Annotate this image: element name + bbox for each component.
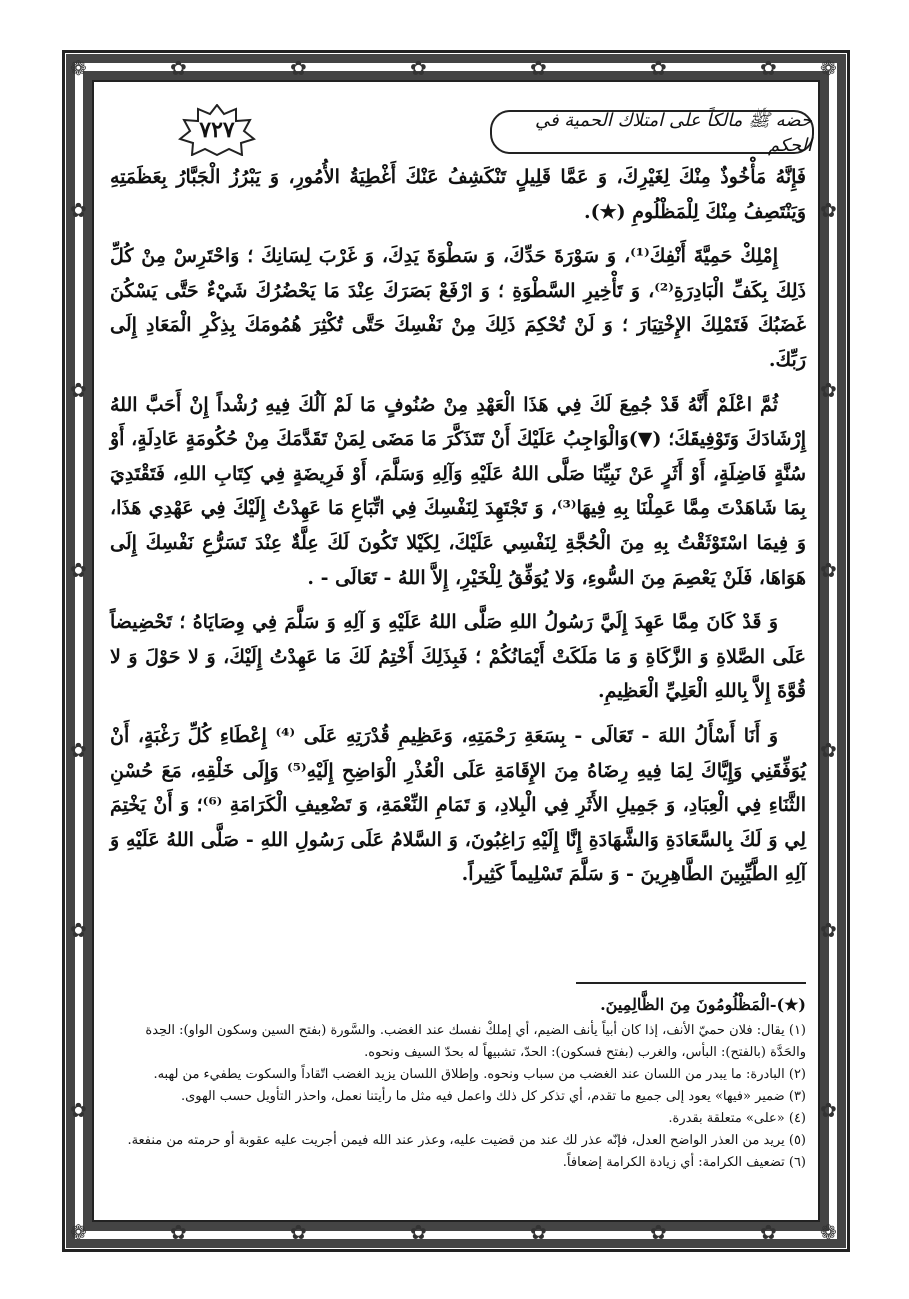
flower-ornament-icon: ✿ [820, 738, 837, 762]
main-text [110, 160, 806, 902]
footnote: (١) يقال: فلان حميّ الأنف، إذا كان أبياً يأنف الضيم، أي إملكْ نفسك عند الغضب. والسَّورة (بفتح السين وسكون الواو): الحِدة والحَدَّة (بالفتح): البأس، والغرب (بفتح فسكون): الحدّ، تشبيهاً له بحدّ السيف ونحوه. [145, 1023, 806, 1060]
flower-ornament-icon: ✿ [70, 738, 87, 762]
flower-ornament-icon: ✿ [290, 56, 307, 80]
paragraph: فَإِنَّهُ مَأْخُوذٌ مِنْكَ لِغَيْرِكَ، وَ عَمَّا قَلِيلٍ تَنْكَشِفُ عَنْكَ أَغْطِيَةُ الأُمُورِ، وَ يَبْرُزُ الْجَبَّارُ بِعَظَمَتِهِ وَيَنْتَصِفُ مِنْكَ لِلْمَظْلُومِ (★). [110, 166, 806, 223]
flower-ornament-icon: ✿ [650, 1220, 667, 1244]
footnote: (٤) «على» متعلقة بقدرة. [668, 1111, 806, 1126]
flower-ornament-icon: ❁ [70, 1220, 87, 1244]
flower-ornament-icon: ✿ [820, 378, 837, 402]
paragraph: وَ أَنَا أَسْأَلُ اللهَ - تَعَالَى - بِسَعَةِ رَحْمَتِهِ، وَعَظِيمِ قُدْرَتِهِ عَلَى ⁽⁴⁾ إِعْطَاءِ كُلِّ رَغْبَةٍ، أَنْ يُوَفِّقَنِي وَإِيَّاكَ لِمَا فِيهِ رِضَاهُ مِنَ الإِقَامَةِ عَلَى الْعُذْرِ الْوَاضِحِ إِلَيْهِ⁽⁵⁾ وَإِلَى خَلْقِهِ، مَعَ حُسْنِ الثَّنَاءِ فِي الْعِبَادِ، وَ جَمِيلِ الأَثَرِ فِي الْبِلادِ، وَ تَمَامِ النِّعْمَةِ، وَ تَضْعِيفِ الْكَرَامَةِ ⁽⁶⁾؛ وَ أَنْ يَخْتِمَ لِي وَ لَكَ بِالسَّعَادَةِ وَالشَّهَادَةِ إِنَّا إِلَيْهِ رَاغِبُونَ، وَ السَّلامُ عَلَى رَسُولِ اللهِ - صَلَّى اللهُ عَلَيْهِ وَ آلِهِ الطَّيِّبِينَ الطَّاهِرِينَ - وَ سَلَّمَ تَسْلِيماً كَثِيراً. [110, 724, 806, 886]
footnote: (٥) يريد من العذر الواضح العدل، فإنّه عذر لك عند من قضيت عليه، وعذر عند الله فيمن أجريت عليه عقوبة أو حرمته من منفعة. [127, 1133, 806, 1148]
footnote-divider [576, 982, 806, 984]
footnote: (٣) ضمير «فيها» يعود إلى جميع ما تقدم، أي تذكر كل ذلك واعمل فيه مثل ما رأيتنا نعمل، واحذر التأويل حسب الهوى. [180, 1089, 806, 1104]
running-header: حضه ﷺ مالكاً على امتلاك الحمية في الحكم [490, 110, 814, 154]
flower-ornament-icon: ✿ [290, 1220, 307, 1244]
flower-ornament-icon: ✿ [70, 378, 87, 402]
flower-ornament-icon: ❁ [820, 56, 837, 80]
flower-ornament-icon: ❁ [70, 56, 87, 80]
flower-ornament-icon: ✿ [70, 198, 87, 222]
page-number [178, 104, 256, 156]
flower-ornament-icon: ✿ [820, 918, 837, 942]
footnote: (٦) تضعيف الكرامة: أي زيادة الكرامة إضعافاً. [562, 1155, 806, 1170]
flower-ornament-icon: ✿ [760, 1220, 777, 1244]
footnote-star: (★)-الْمَظْلُومُونَ مِنَ الظَّالِمِينَ. [600, 995, 806, 1014]
flower-ornament-icon: ✿ [410, 1220, 427, 1244]
flower-ornament-icon: ✿ [70, 918, 87, 942]
flower-ornament-icon: ✿ [650, 56, 667, 80]
flower-ornament-icon: ✿ [170, 56, 187, 80]
footnote: (٢) البادرة: ما يبدر من اللسان عند الغضب من سباب ونحوه. وإطلاق اللسان يزيد الغضب اتّقاداً والسكوت يطفيء من لهبه. [153, 1067, 806, 1082]
flower-ornament-icon: ✿ [410, 56, 427, 80]
flower-ornament-icon: ✿ [820, 1098, 837, 1122]
paragraph: وَ قَدْ كَانَ مِمَّا عَهِدَ إِلَيَّ رَسُولُ اللهِ صَلَّى اللهُ عَلَيْهِ وَ آلِهِ وَ سَلَّمَ فِي وِصَايَاهُ ؛ تَحْضِيضاً عَلَى الصَّلاةِ وَ الزَّكَاةِ وَ مَا مَلَكَتْ أَيْمَانُكُمْ ؛ فَبِذَلِكَ أَخْتِمُ لَكَ مَا عَهِدْتُ إِلَيْكَ، وَ لا حَوْلَ وَ لا قُوَّةَ إِلاَّ بِاللهِ الْعَلِيِّ الْعَظِيمِ. [110, 611, 806, 703]
paragraph: ثُمَّ اعْلَمْ أَنَّهُ قَدْ جُمِعَ لَكَ فِي هَذَا الْعَهْدِ مِنْ صُنُوفٍ مَا لَمْ آلُكَ فِيهِ رُشْداً إِنْ أَحَبَّ اللهُ إِرْشَادَكَ وَتَوْفِيقَكَ؛ (▼)وَالْوَاجِبُ عَلَيْكَ أَنْ تَتَذَكَّرَ مَا مَضَى لِمَنْ تَقَدَّمَكَ مِنْ حُكُومَةٍ عَادِلَةٍ، أَوْ سُنَّةٍ فَاضِلَةٍ، أَوْ أَثَرٍ عَنْ نَبِيِّنَا صَلَّى اللهُ عَلَيْهِ وَآلِهِ وَسَلَّمَ، أَوْ فَرِيضَةٍ فِي كِتَابِ اللهِ، فَتَقْتَدِيَ بِمَا شَاهَدْتَ مِمَّا عَمِلْنَا بِهِ فِيهَا⁽³⁾، وَ تَجْتَهِدَ لِنَفْسِكَ فِي اتِّبَاعِ مَا عَهِدْتُ إِلَيْكَ فِي عَهْدِي هَذَا، وَ فِيمَا اسْتَوْثَقْتُ بِهِ مِنَ الْحُجَّةِ لِنَفْسِي عَلَيْكَ، لِكَيْلا تَكُونَ لَكَ عِلَّةٌ عِنْدَ تَسَرُّعِ نَفْسِكَ إِلَى هَوَاهَا، فَلَنْ يَعْصِمَ مِنَ السُّوءِ، وَلا يُوَفِّقُ لِلْخَيْرِ، إِلاَّ اللهُ - تَعَالَى - . [110, 393, 806, 589]
flower-ornament-icon: ✿ [820, 558, 837, 582]
footnotes [110, 982, 806, 1174]
flower-ornament-icon: ✿ [170, 1220, 187, 1244]
flower-ornament-icon: ❁ [820, 1220, 837, 1244]
flower-ornament-icon: ✿ [530, 56, 547, 80]
page-number-text: ٧٢٧ [199, 117, 235, 143]
flower-ornament-icon: ✿ [70, 558, 87, 582]
flower-ornament-icon: ✿ [820, 198, 837, 222]
flower-ornament-icon: ✿ [530, 1220, 547, 1244]
flower-ornament-icon: ✿ [70, 1098, 87, 1122]
flower-ornament-icon: ✿ [760, 56, 777, 80]
paragraph: إِمْلِكْ حَمِيَّةَ أَنْفِكَ⁽¹⁾، وَ سَوْرَةَ حَدِّكَ، وَ سَطْوَةَ يَدِكَ، وَ غَرْبَ لِسَانِكَ ؛ وَاحْتَرِسْ مِنْ كُلِّ ذَلِكَ بِكَفِّ الْبَادِرَةِ⁽²⁾، وَ تَأْخِيرِ السَّطْوَةِ ؛ وَ ارْفَعْ بَصَرَكَ عِنْدَ مَا يَحْضُرُكَ شَيْءٌ حَتَّى يَسْكُنَ غَضَبُكَ فَتَمْلِكَ الإِخْتِيَارَ ؛ وَ لَنْ تُحْكِمَ ذَلِكَ مِنْ نَفْسِكَ حَتَّى تُكْثِرَ هُمُومَكَ بِذِكْرِ الْمَعَادِ إِلَى رَبِّكَ. [110, 245, 806, 371]
